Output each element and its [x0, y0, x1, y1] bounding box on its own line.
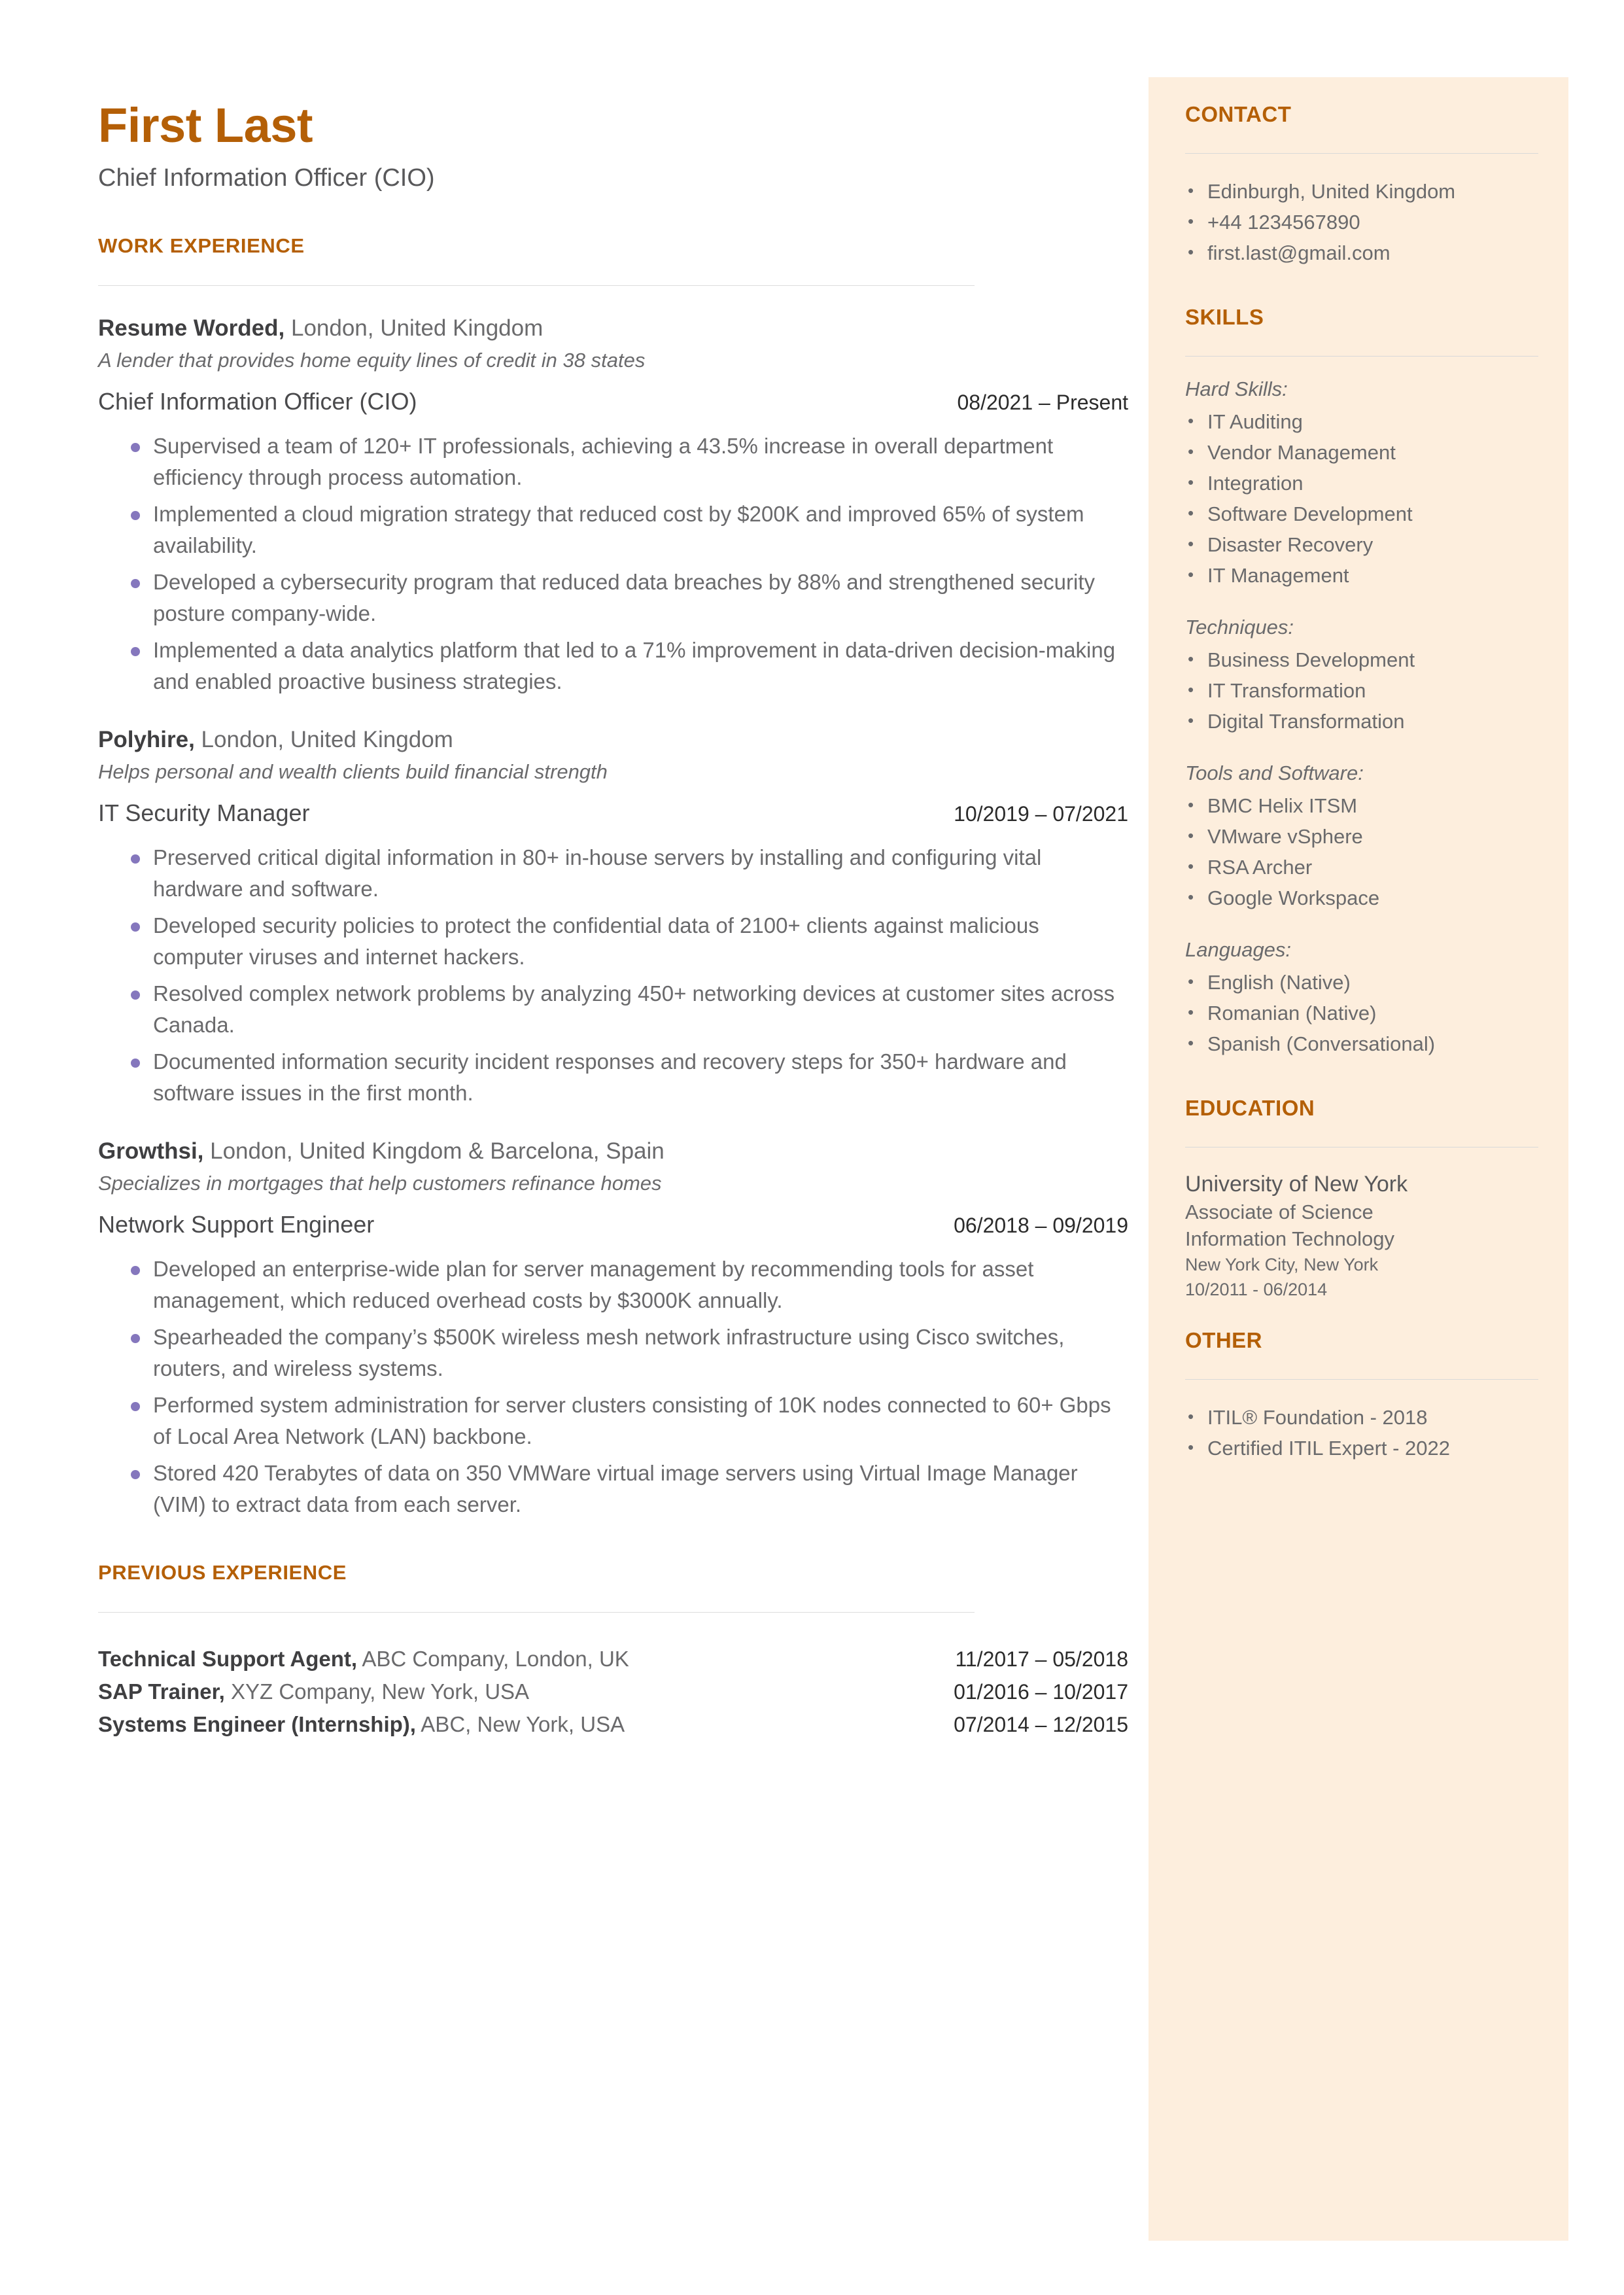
contact-list — [1185, 176, 1538, 268]
skill-item: • Digital Transformation — [1185, 706, 1538, 737]
work-experience-list — [98, 313, 1128, 1520]
other-item: • ITIL® Foundation - 2018 — [1185, 1402, 1538, 1433]
contact-item[interactable]: • Edinburgh, United Kingdom — [1185, 176, 1538, 207]
job-bullet-list — [98, 430, 1128, 697]
skill-item: • Vendor Management — [1185, 437, 1538, 468]
job-bullet-list — [98, 1253, 1128, 1520]
sidebar-divider — [1185, 153, 1538, 154]
job-bullet: Developed an enterprise-wide plan for server management by recommending tools for asset management, which reduced overhead costs by $3000K annually. — [98, 1253, 1128, 1316]
skills-group-label: Techniques: — [1185, 616, 1294, 639]
education-field: Information Technology — [1185, 1227, 1394, 1250]
job-bullet: Implemented a data analytics platform that led to a 71% improvement in data-driven decision-making and enabled proactive business strategies. — [98, 635, 1128, 697]
job-company-blurb: Helps personal and wealth clients build financial strength — [98, 760, 608, 783]
skill-item: • Google Workspace — [1185, 883, 1538, 913]
previous-experience-detail: ABC Company, London, UK — [357, 1647, 629, 1671]
sidebar-divider — [1185, 356, 1538, 357]
contact-item[interactable]: • +44 1234567890 — [1185, 207, 1538, 237]
previous-experience-list — [98, 1643, 1128, 1741]
skills-group-list — [1185, 406, 1538, 591]
previous-experience-dates: 11/2017 – 05/2018 — [955, 1647, 1128, 1671]
skills-group-list — [1185, 644, 1538, 737]
job-dates: 10/2019 – 07/2021 — [954, 802, 1128, 826]
skill-item: • BMC Helix ITSM — [1185, 790, 1538, 821]
sidebar-heading-contact: CONTACT — [1185, 102, 1292, 126]
education-dates: 10/2011 - 06/2014 — [1185, 1280, 1328, 1299]
skill-item: • Software Development — [1185, 499, 1538, 529]
spacer — [1185, 268, 1538, 305]
previous-experience-dates: 01/2016 – 10/2017 — [954, 1680, 1128, 1704]
skill-item: • English (Native) — [1185, 967, 1538, 998]
job-bullet: Resolved complex network problems by analyzing 450+ networking devices at customer sites across Canada. — [98, 978, 1128, 1041]
previous-experience-row — [98, 1643, 1128, 1675]
previous-experience-title-line — [98, 1708, 625, 1741]
job-title-row — [98, 1210, 1128, 1240]
skill-item: • IT Transformation — [1185, 675, 1538, 706]
job-bullet: Developed a cybersecurity program that reduced data breaches by 88% and strengthened security posture company-wide. — [98, 567, 1128, 629]
job-company-blurb: Specializes in mortgages that help customers refinance homes — [98, 1172, 662, 1195]
section-divider — [98, 1612, 975, 1613]
previous-experience-detail: ABC, New York, USA — [415, 1712, 625, 1736]
skill-item: • RSA Archer — [1185, 852, 1538, 883]
candidate-headline: Chief Information Officer (CIO) — [98, 164, 435, 192]
job-location: London, United Kingdom & Barcelona, Spain — [203, 1138, 665, 1164]
skills-group-label: Tools and Software: — [1185, 762, 1364, 784]
job-location: London, United Kingdom — [194, 727, 453, 752]
skill-item: • IT Management — [1185, 560, 1538, 591]
job-company-line — [98, 1136, 1128, 1166]
job-bullet: Spearheaded the company’s $500K wireless mesh network infrastructure using Cisco switches, routers, and wireless systems. — [98, 1322, 1128, 1384]
previous-experience-title: SAP Trainer, — [98, 1679, 225, 1704]
job-bullet: Developed security policies to protect the confidential data of 2100+ clients against malicious computer viruses and internet hackers. — [98, 910, 1128, 973]
job-company-name: Polyhire, — [98, 727, 195, 752]
job-company-line — [98, 725, 1128, 755]
job-bullet: Performed system administration for server clusters consisting of 10K nodes connected to 60+ Gbps of Local Area Network (LAN) backbone. — [98, 1390, 1128, 1452]
job-dates: 08/2021 – Present — [957, 391, 1128, 414]
sidebar — [1149, 77, 1568, 2241]
job-bullet-list — [98, 842, 1128, 1109]
skill-item: • IT Auditing — [1185, 406, 1538, 437]
skill-item: • Integration — [1185, 468, 1538, 499]
job-title: Network Support Engineer — [98, 1211, 375, 1238]
job-bullet: Implemented a cloud migration strategy that reduced cost by $200K and improved 65% of system availability. — [98, 499, 1128, 561]
job-bullet: Preserved critical digital information in 80+ in-house servers by installing and configuring vital hardware and software. — [98, 842, 1128, 905]
job-bullet: Documented information security incident responses and recovery steps for 350+ hardware and software issues in the first month. — [98, 1046, 1128, 1109]
job-company-line — [98, 313, 1128, 343]
spacer — [1185, 1302, 1538, 1328]
job-title: Chief Information Officer (CIO) — [98, 388, 417, 415]
job-company-blurb: A lender that provides home equity lines of credit in 38 states — [98, 349, 646, 372]
skill-item: • VMware vSphere — [1185, 821, 1538, 852]
education-location: New York City, New York — [1185, 1255, 1379, 1274]
job-dates: 06/2018 – 09/2019 — [954, 1214, 1128, 1237]
education-degree: Associate of Science — [1185, 1200, 1373, 1223]
job-title-row — [98, 387, 1128, 417]
previous-experience-title-line — [98, 1643, 629, 1675]
spacer — [1185, 1059, 1538, 1096]
previous-experience-title: Technical Support Agent, — [98, 1647, 358, 1671]
sidebar-heading-other: OTHER — [1185, 1328, 1262, 1352]
job-bullet: Stored 420 Terabytes of data on 350 VMWare virtual image servers using Virtual Image Manager (VIM) to extract data from each server. — [98, 1458, 1128, 1520]
skill-item: • Business Development — [1185, 644, 1538, 675]
education-school: University of New York — [1185, 1172, 1408, 1197]
previous-experience-title: Systems Engineer (Internship), — [98, 1712, 416, 1736]
job-company-name: Growthsi, — [98, 1138, 204, 1164]
job-title-row — [98, 798, 1128, 829]
skill-item: • Disaster Recovery — [1185, 529, 1538, 560]
previous-experience-dates: 07/2014 – 12/2015 — [954, 1713, 1128, 1736]
candidate-name: First Last — [98, 98, 313, 152]
job-title: IT Security Manager — [98, 799, 310, 826]
skills-group-list — [1185, 967, 1538, 1059]
skill-item: • Spanish (Conversational) — [1185, 1028, 1538, 1059]
work-experience-entry — [98, 1136, 1128, 1520]
sidebar-divider — [1185, 1147, 1538, 1148]
skills-groups — [1185, 376, 1538, 1059]
other-list — [1185, 1402, 1538, 1463]
section-heading-work-experience: WORK EXPERIENCE — [98, 234, 305, 257]
skills-group-label: Hard Skills: — [1185, 377, 1288, 400]
other-item: • Certified ITIL Expert - 2022 — [1185, 1433, 1538, 1463]
section-divider — [98, 285, 975, 286]
work-experience-entry — [98, 725, 1128, 1109]
job-bullet: Supervised a team of 120+ IT professionals, achieving a 43.5% increase in overall department efficiency through process automation. — [98, 430, 1128, 493]
work-experience-entry — [98, 313, 1128, 697]
previous-experience-row — [98, 1675, 1128, 1708]
sidebar-heading-skills: SKILLS — [1185, 305, 1264, 329]
contact-item[interactable]: • first.last@gmail.com — [1185, 237, 1538, 268]
skills-group-list — [1185, 790, 1538, 913]
skills-group-label: Languages: — [1185, 938, 1292, 961]
previous-experience-detail: XYZ Company, New York, USA — [224, 1679, 530, 1704]
sidebar-heading-education: EDUCATION — [1185, 1096, 1315, 1120]
main-column — [98, 98, 1128, 1741]
sidebar-divider — [1185, 1379, 1538, 1380]
job-company-name: Resume Worded, — [98, 315, 285, 341]
section-heading-previous-experience: PREVIOUS EXPERIENCE — [98, 1561, 347, 1584]
previous-experience-row — [98, 1708, 1128, 1741]
job-location: London, United Kingdom — [285, 315, 544, 341]
previous-experience-title-line — [98, 1675, 529, 1708]
skill-item: • Romanian (Native) — [1185, 998, 1538, 1028]
